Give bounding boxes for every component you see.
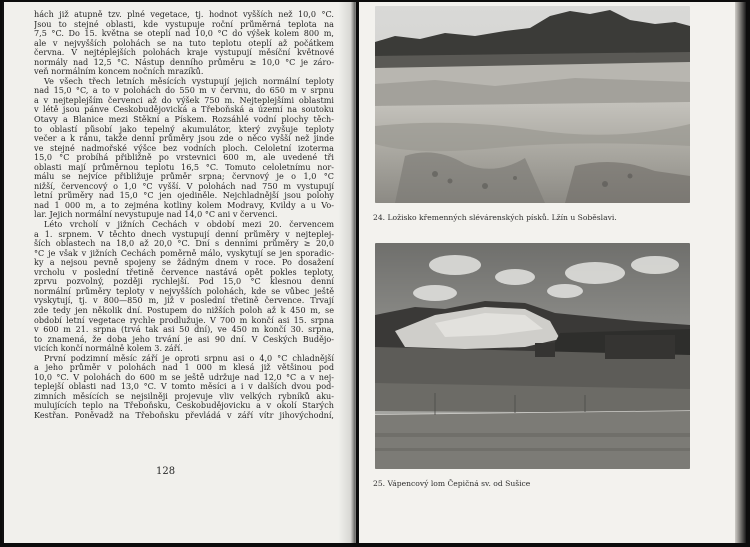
- text-line: Kestřan. Poněvadž na Třeboňsku převládá v září vítr jihovýchodní,: [34, 410, 334, 420]
- text-line: ky a nejsou pevně spojeny se žádným dnem v roce. Po dosažení: [34, 258, 334, 268]
- text-line: málu se nejvíce přibližuje průměr srpna; červnový je o 1,0 °C: [34, 172, 334, 182]
- text-line: Jsou to stejné oblasti, kde vystupuje roční průměrná teplota na: [34, 19, 334, 29]
- text-line: a v nejteplejším červenci až do výšek 750 m. Nejteplejšími oblastmi: [34, 95, 334, 105]
- text-line: vrcholu v poslední třetině července nastává opět pokles teploty,: [34, 267, 334, 277]
- text-line: období letní vegetace rychle prodlužuje. V 700 m končí asi 15. srpna: [34, 315, 334, 325]
- text-line: a 1. srpnem. V těchto dnech vystupují denní průměry v nejteplej-: [34, 229, 334, 239]
- text-line: zde tedy jen několik dní. Postupem do nižších poloh až k 450 m, se: [34, 305, 334, 315]
- right-page: [359, 2, 735, 543]
- book-spread: [2, 2, 746, 543]
- left-page: [4, 2, 356, 543]
- quarry-sand-photo: [375, 6, 690, 203]
- text-line: První podzimní měsíc září je oproti srpnu asi o 4,0 °C chladnější: [44, 353, 334, 363]
- text-line: nad 1 000 m, a to zejména kotliny kolem Modravy, Kvildy a u Vo-: [34, 200, 334, 210]
- text-line: 7,5 °C. Do 15. května se oteplí nad 10,0 °C do výšek kolem 800 m,: [34, 29, 334, 39]
- text-line: Ve všech třech letních měsících vystupují jejich normální teploty: [44, 76, 334, 86]
- text-line: oblasti mají průměrnou teplotu 16,5 °C. Tomuto celoletnímu nor-: [34, 162, 334, 172]
- text-line: normály nad 12,5 °C. Nástup denního průměru ≥ 10,0 °C je záro-: [34, 57, 334, 67]
- text-line: vicích končí normálně kolem 3. září.: [34, 344, 183, 354]
- text-line: letní průměry nad 15,0 °C jen ojediněle. Nejchladnější jsou polohy: [34, 191, 334, 201]
- text-line: Otavy a Blanice mezi Štěkní a Pískem. Rozsáhlé vodní plochy těch-: [34, 115, 334, 125]
- limestone-quarry-photo: [375, 243, 690, 469]
- text-line: ve stejné nadmořské výšce bez vodních ploch. Celoletní izoterma: [34, 143, 334, 153]
- photo-caption: 24. Ložisko křemenných slévárenských písků. Lžín u Soběslavi.: [373, 213, 617, 222]
- text-line: nižší, červencový o 1,0 °C vyšší. V polohách nad 750 m vystupují: [34, 181, 334, 191]
- text-line: teplejší oblasti nad 13,0 °C. V tomto měsíci a i v dalších dvou pod-: [34, 382, 334, 392]
- text-line: °C je však v jižních Čechách poměrně málo, vyskytují se jen sporadic-: [34, 248, 334, 258]
- text-line: veň normálním koncem nočních mrazíků.: [34, 67, 204, 77]
- text-line: večer a k ránu, takže denní průměry jsou zde o něco vyšší než jinde: [34, 134, 334, 144]
- text-line: 10,0 °C. V polohách do 600 m se ještě udržuje nad 12,0 °C a v nej-: [34, 372, 334, 382]
- text-line: to oblastí působí jako tepelný akumulátor, který zvyšuje teploty: [34, 124, 334, 134]
- text-line: ale v nejvyšších polohách se na tuto teplotu oteplí až počátkem: [34, 38, 334, 48]
- text-line: to znamená, že doba jeho trvání je asi 90 dní. V Českých Budějo-: [34, 334, 334, 344]
- text-line: zimních měsících se nejsilněji projevuje vliv velkých rybníků aku-: [34, 391, 334, 401]
- text-line: vyskytují, tj. v 800—850 m, již v poslední třetině července. Trvají: [34, 296, 334, 306]
- text-line: zprvu pozvolný, později rychlejší. Pod 15,0 °C klesnou denní: [34, 277, 334, 287]
- text-line: a jeho průměr v polohách nad 1 000 m klesá již většinou pod: [34, 363, 334, 373]
- text-line: lar. Jejich normální nevystupuje nad 14,0 °C ani v červenci.: [34, 210, 278, 220]
- text-line: hách již atupně tzv. plné vegetace, tj. hodnot vyšších než 10,0 °C.: [34, 10, 334, 19]
- text-line: nad 15,0 °C, a to v polohách do 550 m v červnu, do 650 m v srpnu: [34, 86, 334, 96]
- text-line: 15,0 °C probíhá přibližně po vrstevnici 600 m, ale uvedené tři: [34, 153, 334, 163]
- text-line: Léto vrcholí v jižních Čechách v období mezi 20. červencem: [44, 220, 334, 230]
- page-edge: [735, 2, 746, 543]
- body-text: [34, 10, 334, 421]
- text-line: mulujících teplo na Třeboňsku, Českobudějovicku a v okolí Starých: [34, 401, 334, 411]
- photo-caption: 25. Vápencový lom Čepičná sv. od Sušice: [373, 479, 531, 488]
- text-line: ších oblastech na 18,0 až 20,0 °C. Dní s denními průměry ≥ 20,0: [34, 239, 334, 249]
- text-line: normální průměry teploty v nejvyšších polohách, kde se vůbec ještě: [34, 286, 334, 296]
- text-line: června. V nejtéplejších polohách kraje vystupují měsíční květnové: [34, 48, 334, 58]
- page-number: 128: [156, 466, 176, 477]
- text-line: v létě jsou pánve Českobudějovická a Třeboňská a území na soutoku: [34, 105, 334, 115]
- text-line: v 600 m 21. srpna (trvá tak asi 50 dní), ve 450 m končí 30. srpna,: [34, 325, 334, 335]
